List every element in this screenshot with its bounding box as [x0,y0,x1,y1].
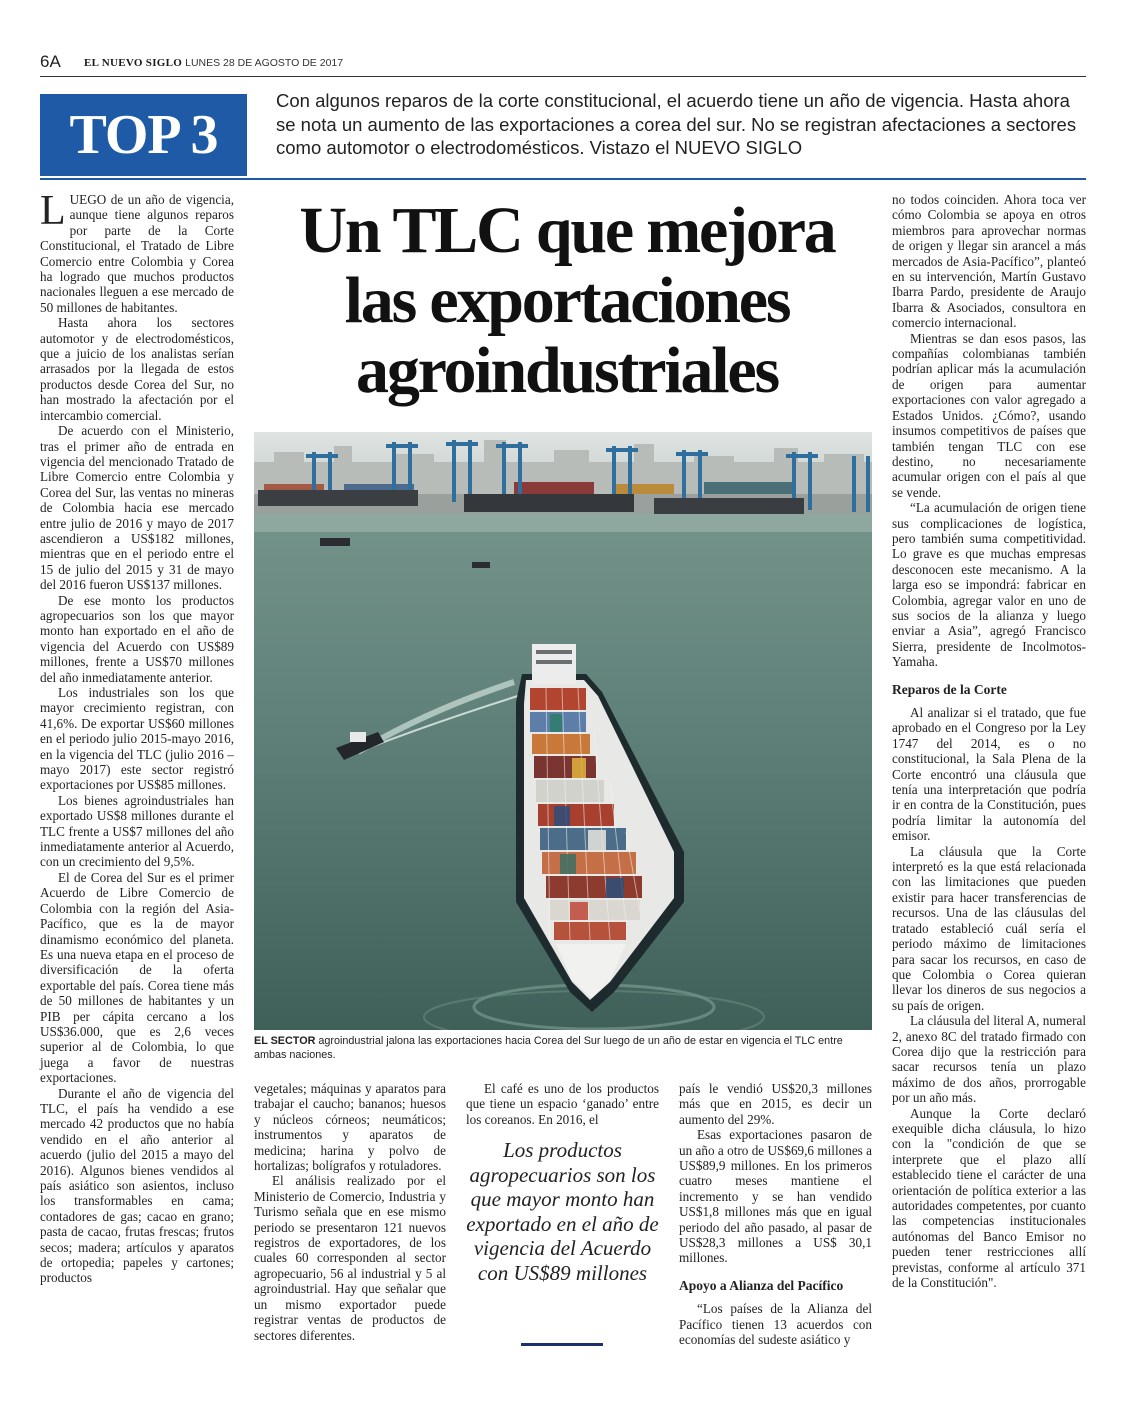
paper-name: EL NUEVO SIGLO [84,57,183,69]
paragraph: Durante el año de vigencia del TLC, el país ha vendido a ese mercado 42 productos que no había vendido en el año anterior al acuerdo (julio del 2015 a mayo del 2016). Algunos bienes vendidos al país asiático son asientos, incluso los transformables en cama; contadores de gas; cacao en grano; pasta de cacao, frutas frescas; frutos secos; madera; artículos y aparatos de ortopedia; papeles y cartones; productos [40,1085,234,1286]
pull-quote: Los productos agropecuarios son los que mayor monto han exportado en el año de vigencia del Acuerdo con US$89 millones [466,1138,659,1285]
paragraph: La cláusula que la Corte interpretó es la que está relacionada con las limitaciones que pueden existir para hacer transferencias de recursos. Una de las cláusulas del tratado estableció cuál sería el periodo máximo de limitaciones para sacar los recursos, en caso de que Colombia o Corea quieran llevar los dineros de sus negocios a su país de origen. [892,843,1086,1013]
paragraph: Los industriales son los que mayor crecimiento registran, con 41,6%. De exportar US$60 millones en el periodo julio 2015-mayo 2016, en la vigencia del TLC (julio 2016 – mayo 2017) este sector registró exportaciones por US$85 millones. [40,685,234,793]
paragraph: El de Corea del Sur es el primer Acuerdo de Libre Comercio de Colombia con la región del Asia-Pacífico, que es la de mayor dinamismo económico del planeta. Es una nueva etapa en el proceso de diversificación de la oferta exportable del país. Corea tiene más de 50 millones de habitantes y un PIB per cápita cercano a los US$36.000, que es 2,6 veces superior al de Colombia, lo que juega a favor de nuestras exportaciones. [40,869,234,1086]
paragraph: Esas exportaciones pasaron de un año a otro de US$69,6 millones a US$89,9 millones. En los primeros cuatro meses mantiene el incremento y se han vendido US$1,8 millones más que en igual periodo del año pasado, al pasar de US$28,3 millones a US$ 30,1 millones. [679,1127,872,1266]
article-column-4 [679,1081,872,1348]
paragraph: Los bienes agroindustriales han exportado US$8 millones durante el TLC frente a US$7 millones del año inmediatamente anterior al Acuerdo, con un crecimiento del 9,5%. [40,792,234,870]
paragraph: El análisis realizado por el Ministerio de Comercio, Industria y Turismo señala que en ese mismo periodo se presentaron 121 nuevos registros de exportadores, de los cuales 60 corresponden al sector agropecuario, 56 al industrial y 5 al agroindustrial. Hay que señalar que un mismo exportador puede registrar ventas de productos de sectores diferentes. [254,1173,446,1343]
headline-line: agroindustriales [356,334,778,407]
caption-text: agroindustrial jalona las exportaciones hacia Corea del Sur luego de un año de estar en vigencia el TLC entre ambas naciones. [254,1035,843,1061]
headline [262,196,872,406]
article-column-3 [466,1081,659,1127]
deck: Con algunos reparos de la corte constitucional, el acuerdo tiene un año de vigencia. Hasta ahora se nota un aumento de las exportaciones a corea del sur. No se registran afectaciones a sectores como automotor o electrodomésticos. Vistazo el NUEVO SIGLO [276,90,1077,158]
subhead: Apoyo a Alianza del Pacífico [679,1277,844,1293]
paragraph: no todos coinciden. Ahora toca ver cómo Colombia se apoya en otros miembros para aprovechar normas de origen y llegar sin arancel a más mercados de Asia-Pacífico”, planteó en su intervención, Martín Gustavo Ibarra Pardo, presidente de Araujo Ibarra & Asociados, consultora en comercio internacional. [892,192,1086,331]
paragraph: Al analizar si el tratado, que fue aprobado en el Congreso por la Ley 1747 del 2014, es o no constitucional, la Sala Plena de la Corte encontró una cláusula que tenía una interpretación que podría ir en contra de la Constitución, pues podría limitar la autonomía del emisor. [892,705,1086,844]
photo-caption [254,1034,872,1062]
page-number: 6A [40,52,61,71]
article-column-1 [40,188,234,1286]
paragraph: país le vendió US$20,3 millones más que en 2015, es decir un aumento del 29%. [679,1081,872,1127]
article-column-2 [254,1081,446,1343]
paragraph: Hasta ahora los sectores automotor y de electrodomésticos, que a juicio de los analistas serían arrasados por la llegada de estos productos desde Corea del Sur, no han mostrado la afectación por el intercambio comercial. [40,315,234,423]
paragraph: De ese monto los productos agropecuarios son los que mayor monto han exportado en el año de vigencia del Acuerdo con US$89 millones, frente a US$70 millones del año inmediatamente anterior. [40,592,234,685]
paragraph: “La acumulación de origen tiene sus complicaciones de logística, pero también suma competitividad. Lo grave es que muchas empresas desconocen este mecanismo. A la larga eso se impondrá: fabricar en Colombia, agregar valor en uno de sus socios de la alianza y luego enviar a Asia”, agregó Francisco Sierra, presidente de Incolmotos-Yamaha. [892,500,1086,670]
drop-cap: L [40,188,66,234]
paragraph: Mientras se dan esos pasos, las compañías colombianas también podrían aplicar más la acumulación de origen para aumentar exportaciones con valor agregado a Estados Unidos. ¿Cómo?, usando insumos competitivos de países que también tengan TLC con ese destino, no necesariamente acumular origen con el país al que se vende. [892,330,1086,500]
section-tag: TOP 3 [40,94,247,176]
cargo-ship-illustration [254,432,872,1030]
pull-quote-rule [521,1343,603,1346]
caption-lead: EL SECTOR [254,1035,316,1047]
paragraph: Aunque la Corte declaró exequible dicha cláusula, lo hizo con la "condición de que se interprete que el plazo allí establecido tiene el carácter de una orientación de política exterior a las autoridades competentes, por cuanto las competencias institucionales autónomas del Banco Emisor no pueden tener restricciones allí previstas, conforme al artículo 371 de la Constitución". [892,1105,1086,1291]
paragraph: El café es uno de los productos que tiene un espacio ‘ganado’ entre los coreanos. En 2016, el [466,1081,659,1127]
headline-line: Un TLC que mejora [299,194,835,267]
paragraph: vegetales; máquinas y aparatos para trabajar el caucho; bananos; huesos y núcleos córneos; neumáticos; instrumentos y aparatos de medicina; harina y polvo de hortalizas; bolígrafos y rotuladores. [254,1081,446,1174]
issue-date: LUNES 28 DE AGOSTO DE 2017 [185,57,344,69]
paragraph [40,188,234,315]
header-rule [40,76,1086,77]
headline-line: las exportaciones [344,264,790,337]
paragraph: De acuerdo con el Ministerio, tras el primer año de entrada en vigencia del mencionado Tratado de Libre Comercio entre Colombia y Corea del Sur, las ventas no mineras de Colombia hacia ese mercado entre julio de 2016 y mayo de 2017 ascendieron a US$182 millones, mientras que en el periodo entre el 15 de julio del 2015 y 31 de mayo del 2016 fueron US$137 millones. [40,423,234,593]
article-column-5 [892,192,1086,1290]
paragraph-text: UEGO de un año de vigencia, aunque tiene algunos reparos por parte de la Corte Constitucional, el Tratado de Libre Comercio entre Colombia y Corea ha logrado que muchos productos nacionales lleguen a ese mercado de 50 millones de habitantes. [40,192,234,315]
paragraph: “Los países de la Alianza del Pacífico tienen 13 acuerdos con economías del sudeste asiático y [679,1301,872,1348]
deck-rule [40,178,1086,180]
paragraph: La cláusula del literal A, numeral 2, anexo 8C del tratado firmado con Corea dijo que la restricción para sacar recursos tenía un plazo máximo de dos años, prorrogable por un año más. [892,1013,1086,1106]
masthead [84,57,343,69]
cargo-ship-photo [254,432,872,1030]
subhead: Reparos de la Corte [892,681,1007,697]
